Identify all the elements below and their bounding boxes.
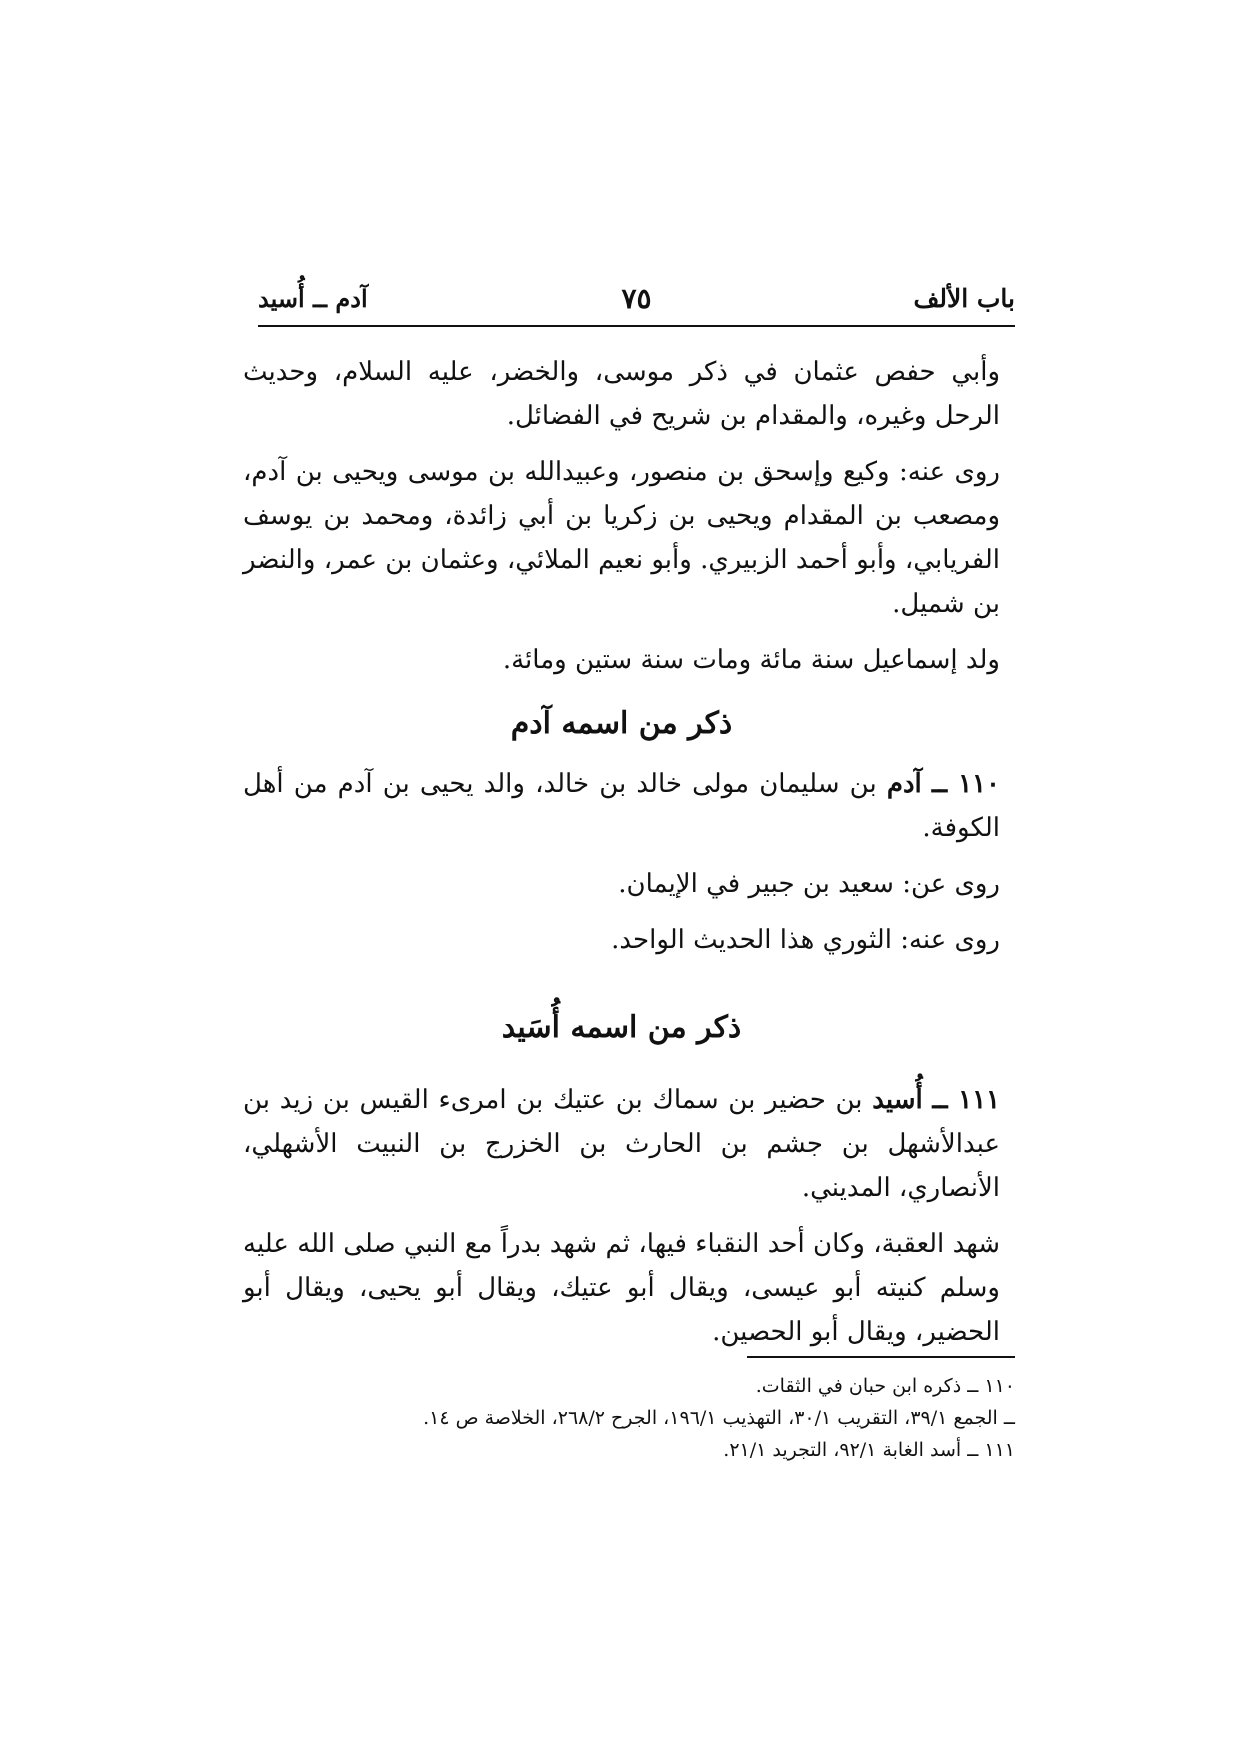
page-number: ٧٥ bbox=[621, 282, 652, 315]
entry-text: بن سليمان مولى خالد بن خالد، والد يحيى بن آدم من أهل الكوفة. bbox=[243, 769, 1000, 843]
section-heading-usayd: ذكر من اسمه أُسَيد bbox=[501, 1010, 742, 1045]
entry-name: آدم bbox=[886, 769, 922, 799]
paragraph-birth-death: ولد إسماعيل سنة مائة ومات سنة ستين ومائة. bbox=[502, 645, 1000, 675]
footnote-110-sources: ــ الجمع ٣٩/١، التقريب ٣٠/١، التهذيب ١٩٦/١، الجرح ٢٦٨/٢، الخلاصة ص ١٤. bbox=[423, 1407, 1015, 1429]
running-header bbox=[258, 282, 1015, 322]
entry-110 bbox=[243, 762, 1000, 850]
section-heading-adam: ذكر من اسمه آدم bbox=[510, 706, 733, 741]
footnote-110: ١١٠ ــ ذكره ابن حبان في الثقات. bbox=[755, 1375, 1015, 1397]
narrated-from: روى عن: سعيد بن جبير في الإيمان. bbox=[618, 869, 1000, 899]
entry-111-biography: شهد العقبة، وكان أحد النقباء فيها، ثم شهد بدراً مع النبي صلى الله عليه وسلم كنيته أبو عيسى، ويقال أبو عتيك، ويقال أبو يحيى، ويقال أبو الحضير، ويقال أبو الحصين. bbox=[243, 1229, 1000, 1347]
footnote-list bbox=[258, 1370, 1015, 1466]
page-body bbox=[243, 350, 1000, 1366]
paragraph-narrators-from: روى عنه: وكيع وإسحق بن منصور، وعبيدالله بن موسى ويحيى بن آدم، ومصعب بن المقدام ويحيى بن زكريا بن أبي زائدة، ومحمد بن يوسف الفريابي، وأبو أحمد الزبيري. وأبو نعيم الملائي، وعثمان بن عمر، والنضر بن شميل. bbox=[243, 457, 1000, 619]
paragraph-continuation: وأبي حفص عثمان في ذكر موسى، والخضر، عليه السلام، وحديث الرحل وغيره، والمقدام بن شريح في الفضائل. bbox=[243, 357, 1000, 431]
entry-name: أُسيد bbox=[872, 1085, 923, 1115]
chapter-title: باب الألف bbox=[913, 284, 1015, 313]
entry-number: ١١٠ ــ bbox=[931, 769, 1000, 799]
footnote-divider bbox=[747, 1356, 1015, 1358]
footnote-111: ١١١ ــ أسد الغابة ٩٢/١، التجريد ٢١/١. bbox=[723, 1439, 1015, 1461]
narrated-by: روى عنه: الثوري هذا الحديث الواحد. bbox=[611, 925, 1000, 955]
header-divider bbox=[258, 325, 1015, 327]
entry-number: ١١١ ــ bbox=[932, 1085, 1001, 1115]
entry-111 bbox=[243, 1078, 1000, 1210]
entry-text: بن حضير بن سماك بن عتيك بن امرىء القيس بن زيد بن عبدالأشهل بن جشم بن الحارث بن الخزرج بن النبيت الأشهلي، الأنصاري، المديني. bbox=[243, 1085, 1000, 1203]
page-range-title: آدم ــ أُسيد bbox=[258, 284, 368, 313]
